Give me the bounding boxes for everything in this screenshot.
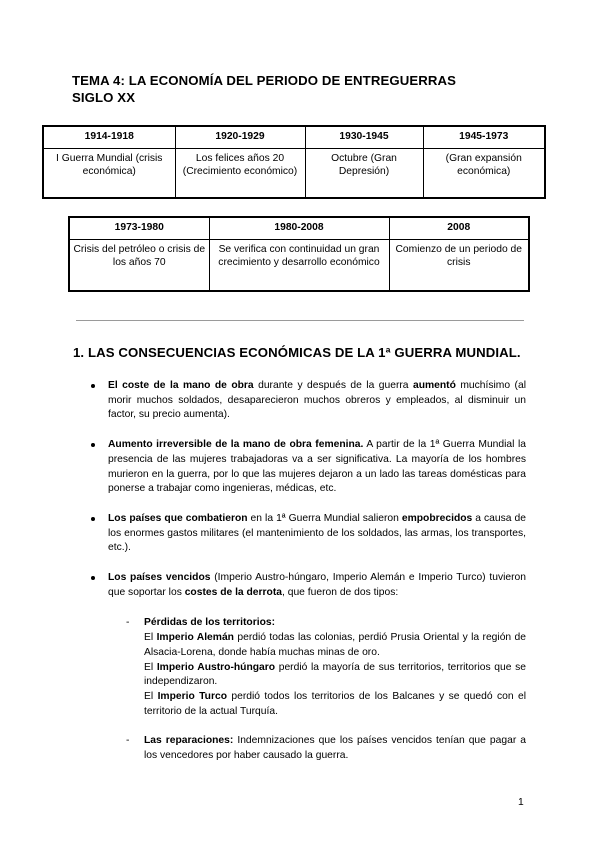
bold-text: empobrecidos	[401, 512, 473, 524]
timeline-period: 1945-1973	[423, 126, 545, 149]
bold-text: El coste de la mano de obra	[108, 380, 254, 391]
body-text: perdió todas las colonias, perdió Prusia Oriental y la región de Alsacia-Lorena, donde había muchas minas de oro.	[144, 632, 526, 658]
timeline-description: Crisis del petróleo o crisis de los años 70	[69, 240, 209, 292]
body-text: perdió todos los territorios de los Balcanes y se quedó con el territorio de la actual Turquía.	[144, 690, 526, 717]
timeline-period: 2008	[389, 217, 529, 240]
list-item	[108, 379, 526, 423]
bold-text: Las reparaciones:	[144, 735, 234, 747]
body-text: a causa de los enormes gastos militares (el mantenimiento de los soldados, las armas, los transportes, etc.).	[108, 512, 526, 554]
bold-text: Aumento irreversible de la mano de obra femenina.	[108, 439, 364, 451]
timeline-period: 1980-2008	[209, 217, 389, 240]
sub-heading: Pérdidas de los territorios:	[144, 617, 276, 629]
timeline-description: Octubre (Gran Depresión)	[305, 149, 423, 199]
timeline-period: 1930-1945	[305, 126, 423, 149]
timeline-table-1	[42, 125, 546, 199]
bold-text: Los países vencidos	[108, 572, 211, 584]
sub-list-item	[144, 616, 526, 719]
body-text: El	[144, 632, 157, 644]
body-text: durante y después de la guerra	[253, 380, 413, 391]
section-heading: 1. LAS CONSECUENCIAS ECONÓMICAS DE LA 1ª GUERRA MUNDIAL.	[73, 345, 521, 360]
timeline-table-2	[68, 216, 530, 292]
timeline-description: (Gran expansión económica)	[423, 149, 545, 199]
body-text: El	[144, 661, 157, 673]
timeline-period: 1973-1980	[69, 217, 209, 240]
body-text: Indemnizaciones que los países vencidos tenían que pagar a los vencedores por haber causado la guerra.	[144, 735, 526, 762]
consequences-list	[108, 379, 526, 779]
body-text: muchísimo (al morir muchos soldados, desaparecieron muchos obreros y empleados, al disminuir un factor, su precio aumenta).	[108, 380, 526, 421]
bold-text: Imperio Austro-húngaro	[156, 661, 276, 673]
horizontal-divider	[76, 320, 524, 321]
timeline-period: 1914-1918	[43, 126, 175, 149]
bold-text: Imperio Alemán	[156, 632, 234, 644]
body-text: (Imperio Austro-húngaro, Imperio Alemán e Imperio Turco) tuvieron que soportar los	[108, 572, 526, 598]
bold-text: Imperio Turco	[157, 690, 227, 702]
title-line-2: SIGLO XX	[72, 90, 136, 105]
timeline-description: Se verifica con continuidad un gran crecimiento y desarrollo económico	[209, 240, 389, 292]
timeline-description: I Guerra Mundial (crisis económica)	[43, 149, 175, 199]
bold-text: costes de la derrota	[184, 586, 282, 598]
body-text: perdió la mayoría de sus territorios, territorios que se independizaron.	[144, 661, 526, 688]
body-text: A partir de la 1ª Guerra Mundial la presencia de las mujeres trabajadoras va a ser significativa. La mayoría de los hombres murieron en la guerra, por lo que las mujeres dejaron a un lado las tareas domésticas para ponerse a trabajar como ingenieras, médicas, etc.	[108, 439, 526, 495]
body-text: , que fueron de dos tipos:	[282, 586, 399, 598]
timeline-description: Los felices años 20 (Crecimiento económico)	[175, 149, 305, 199]
bold-text: Los países que combatieron	[108, 512, 248, 524]
document-title	[72, 72, 532, 106]
list-item	[108, 512, 526, 556]
page-number: 1	[518, 797, 524, 808]
timeline-description: Comienzo de un periodo de crisis	[389, 240, 529, 292]
list-item	[108, 571, 526, 764]
sub-list	[108, 616, 526, 763]
bold-text: aumentó	[412, 380, 456, 391]
list-item	[108, 438, 526, 497]
body-text: El	[144, 690, 158, 702]
sub-list-item	[144, 734, 526, 763]
body-text: en la 1ª Guerra Mundial salieron	[247, 512, 402, 524]
title-line-1: TEMA 4: LA ECONOMÍA DEL PERIODO DE ENTREGUERRAS	[72, 73, 456, 88]
timeline-period: 1920-1929	[175, 126, 305, 149]
